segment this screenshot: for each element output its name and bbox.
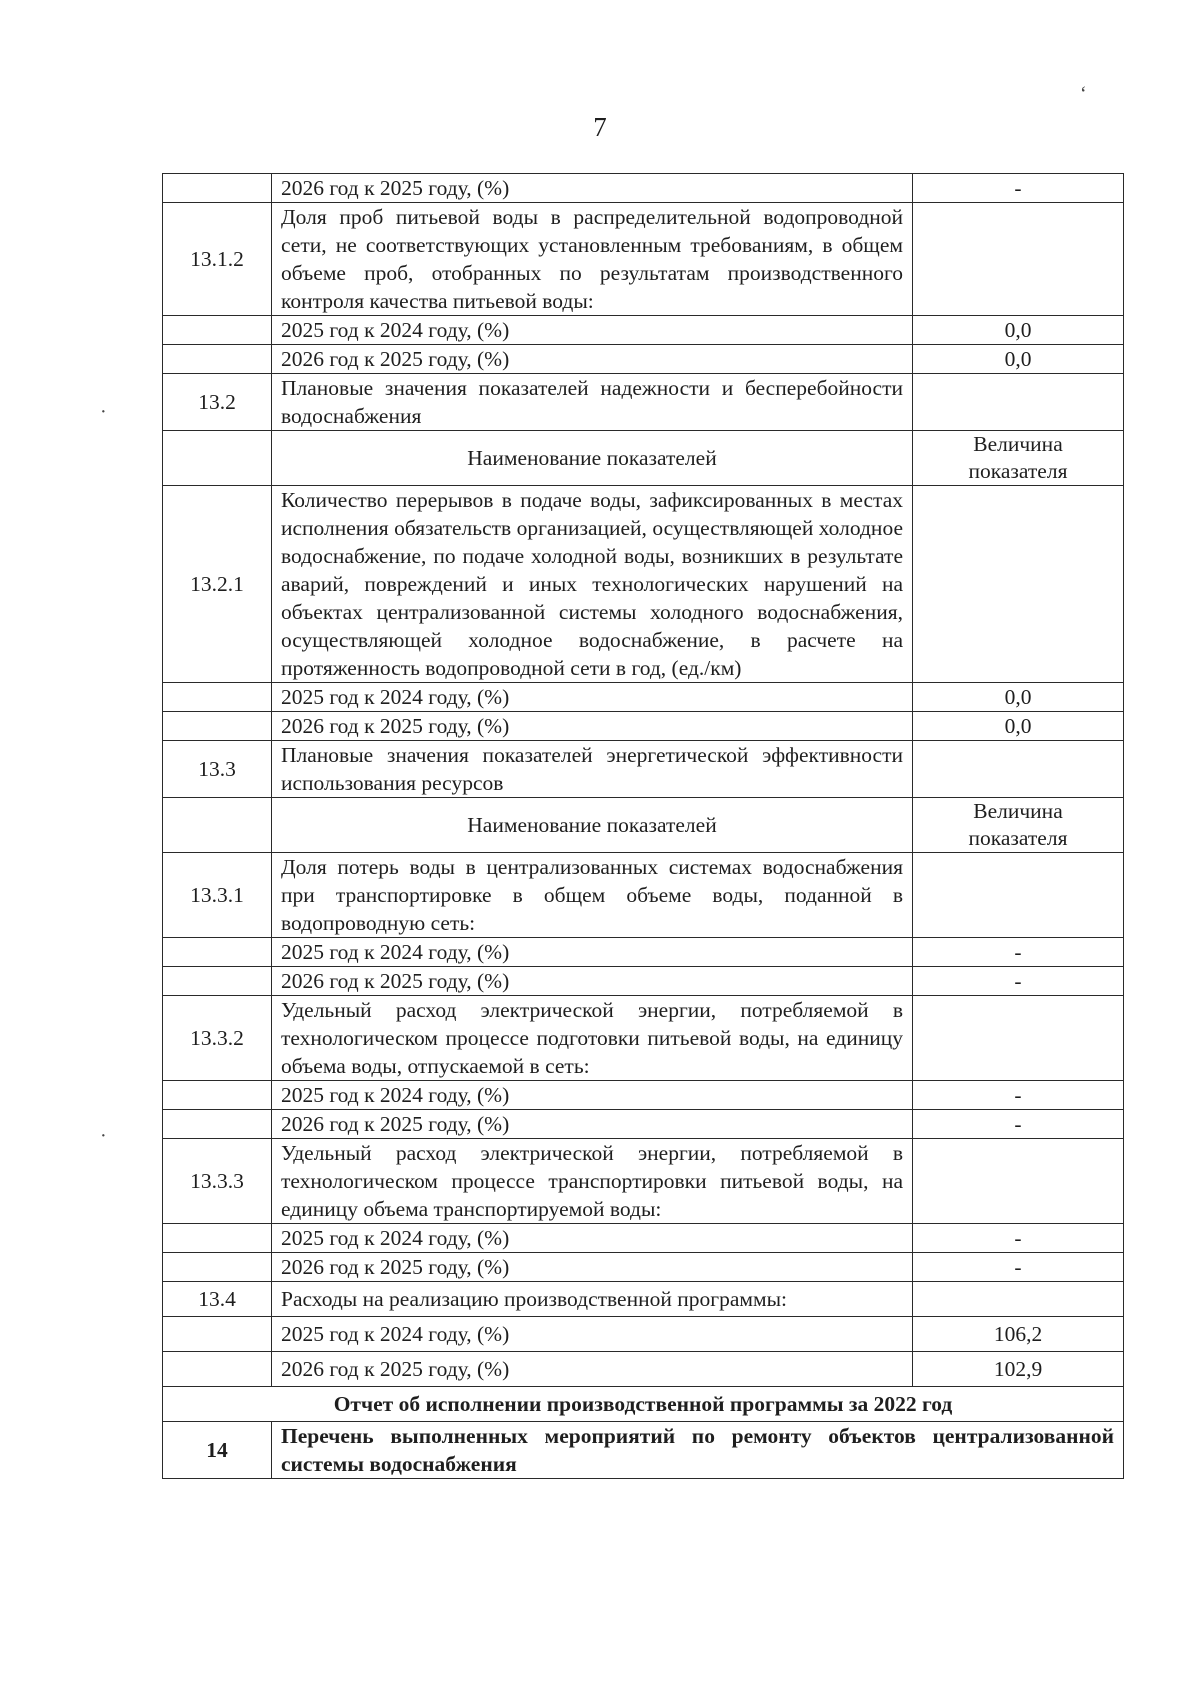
indicator-value	[913, 1139, 1124, 1224]
indicator-text: 2026 год к 2025 году, (%)	[272, 712, 913, 741]
table-row	[163, 1352, 1124, 1387]
indicator-text: 2025 год к 2024 году, (%)	[272, 938, 913, 967]
item-number: 13.4	[163, 1282, 272, 1317]
item-number	[163, 1317, 272, 1352]
table-row	[163, 1081, 1124, 1110]
indicator-text: Количество перерывов в подаче воды, зафиксированных в местах исполнения обязательств организацией, осуществляющей холодное водоснабжение, по подаче холодной воды, возникших в результате аварий, повреждений и иных технологических нарушений на объектах централизованной системы холодного водоснабжения, осуществляющей холодное водоснабжение, в расчете на протяженность водопроводной сети в год, (ед./км)	[272, 486, 913, 683]
column-header-value: Величина показателя	[913, 431, 1124, 486]
item-number	[163, 798, 272, 853]
item-number: 13.1.2	[163, 203, 272, 316]
item-number: 13.3.1	[163, 853, 272, 938]
scan-speck: ·	[100, 1125, 107, 1147]
table-row	[163, 316, 1124, 345]
indicator-value: 0,0	[913, 683, 1124, 712]
indicator-value: -	[913, 174, 1124, 203]
indicator-text: 2025 год к 2024 году, (%)	[272, 1224, 913, 1253]
item-number	[163, 683, 272, 712]
table-row	[163, 1253, 1124, 1282]
indicator-text: 2026 год к 2025 году, (%)	[272, 1253, 913, 1282]
indicator-value: 0,0	[913, 316, 1124, 345]
table-row	[163, 1110, 1124, 1139]
indicator-value: -	[913, 1224, 1124, 1253]
column-header-value: Величина показателя	[913, 798, 1124, 853]
indicator-value	[913, 374, 1124, 431]
table-row	[163, 967, 1124, 996]
item-number: 14	[163, 1422, 272, 1479]
table-header-row	[163, 431, 1124, 486]
indicator-value: -	[913, 1253, 1124, 1282]
table-row	[163, 741, 1124, 798]
table-header-row	[163, 798, 1124, 853]
item-number	[163, 1110, 272, 1139]
indicator-value	[913, 486, 1124, 683]
indicator-text: 2025 год к 2024 году, (%)	[272, 1317, 913, 1352]
section-text: Плановые значения показателей энергетической эффективности использования ресурсов	[272, 741, 913, 798]
item-number: 13.2.1	[163, 486, 272, 683]
indicator-text: 2026 год к 2025 году, (%)	[272, 345, 913, 374]
table-row	[163, 712, 1124, 741]
indicator-value	[913, 996, 1124, 1081]
item-number	[163, 1352, 272, 1387]
table-row	[163, 1224, 1124, 1253]
item-number: 13.3.2	[163, 996, 272, 1081]
table-row	[163, 938, 1124, 967]
indicator-text: 2025 год к 2024 году, (%)	[272, 1081, 913, 1110]
table-row	[163, 1422, 1124, 1479]
indicator-text: 2025 год к 2024 году, (%)	[272, 316, 913, 345]
item-number: 13.3	[163, 741, 272, 798]
indicator-value: 0,0	[913, 712, 1124, 741]
table-row	[163, 374, 1124, 431]
indicator-value: -	[913, 938, 1124, 967]
item-number: 13.2	[163, 374, 272, 431]
table-row	[163, 853, 1124, 938]
item-number	[163, 712, 272, 741]
indicator-value: -	[913, 1081, 1124, 1110]
item-number	[163, 174, 272, 203]
item-number	[163, 1081, 272, 1110]
indicators-table	[162, 173, 1124, 1479]
section-text: Плановые значения показателей надежности и бесперебойности водоснабжения	[272, 374, 913, 431]
page-number: 7	[593, 112, 607, 142]
scan-speck: ‘	[1080, 83, 1087, 105]
indicator-text: Расходы на реализацию производственной программы:	[272, 1282, 913, 1317]
item-number: 13.3.3	[163, 1139, 272, 1224]
indicator-text: 2026 год к 2025 году, (%)	[272, 1352, 913, 1387]
indicator-text: Доля проб питьевой воды в распределительной водопроводной сети, не соответствующих установленным требованиям, в общем объеме проб, отобранных по результатам производственного контроля качества питьевой воды:	[272, 203, 913, 316]
table-row	[163, 203, 1124, 316]
table-row	[163, 1317, 1124, 1352]
section-text: Перечень выполненных мероприятий по ремонту объектов централизованной системы водоснабжения	[272, 1422, 1124, 1479]
item-number	[163, 967, 272, 996]
item-number	[163, 345, 272, 374]
report-heading-row	[163, 1387, 1124, 1422]
item-number	[163, 938, 272, 967]
table-row	[163, 486, 1124, 683]
indicator-text: 2025 год к 2024 году, (%)	[272, 683, 913, 712]
report-heading: Отчет об исполнении производственной программы за 2022 год	[163, 1387, 1124, 1422]
indicator-text: Доля потерь воды в централизованных системах водоснабжения при транспортировке в общем объеме воды, поданной в водопроводную сеть:	[272, 853, 913, 938]
table-row	[163, 345, 1124, 374]
table-row	[163, 1139, 1124, 1224]
column-header-name: Наименование показателей	[272, 798, 913, 853]
indicator-value	[913, 741, 1124, 798]
table-row	[163, 683, 1124, 712]
indicator-text: 2026 год к 2025 году, (%)	[272, 1110, 913, 1139]
indicator-text: 2026 год к 2025 году, (%)	[272, 967, 913, 996]
item-number	[163, 1253, 272, 1282]
scan-speck: ·	[100, 401, 107, 423]
indicator-text: 2026 год к 2025 году, (%)	[272, 174, 913, 203]
table-row	[163, 174, 1124, 203]
table-row	[163, 996, 1124, 1081]
indicator-value: -	[913, 1110, 1124, 1139]
item-number	[163, 431, 272, 486]
indicator-value	[913, 203, 1124, 316]
indicator-text: Удельный расход электрической энергии, потребляемой в технологическом процессе подготовки питьевой воды, на единицу объема воды, отпускаемой в сеть:	[272, 996, 913, 1081]
indicator-value: 102,9	[913, 1352, 1124, 1387]
item-number	[163, 316, 272, 345]
indicator-value: 0,0	[913, 345, 1124, 374]
indicator-value	[913, 1282, 1124, 1317]
indicator-value: 106,2	[913, 1317, 1124, 1352]
item-number	[163, 1224, 272, 1253]
indicator-value	[913, 853, 1124, 938]
indicator-value: -	[913, 967, 1124, 996]
table-row	[163, 1282, 1124, 1317]
column-header-name: Наименование показателей	[272, 431, 913, 486]
indicator-text: Удельный расход электрической энергии, потребляемой в технологическом процессе транспортировки питьевой воды, на единицу объема транспортируемой воды:	[272, 1139, 913, 1224]
